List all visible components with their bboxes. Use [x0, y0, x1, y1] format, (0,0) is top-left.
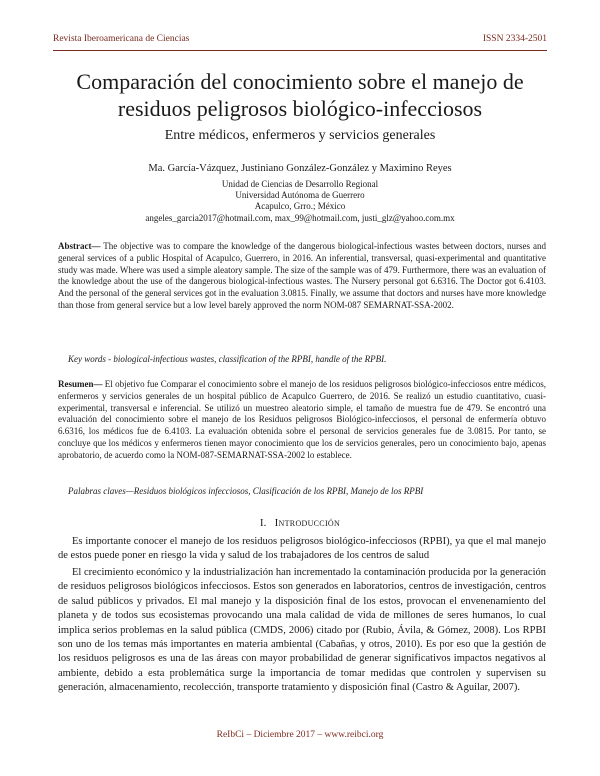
affiliation-line: Universidad Autónoma de Guerrero	[235, 190, 365, 201]
resumen-text: El objetivo fue Comparar el conocimiento sobre el manejo de los residuos peligrosos biológico-infecciosos entre médicos, enfermeros y servicios generales de un hospital público de Acapulco Guerrero, de 2016. Se realizó un estudio cuantitativo, cuasi-experimental, transversal e inferencial. Se utilizó un muestreo aleatorio simple, el tamaño de muestra fue de 479. Se encontró una evaluación del conocimiento sobre el manejo de los Residuos peligrosos Biológico-infecciosos, el personal de enfermería obtuvo 6.6316, los médicos fue de 6.4103. La evaluación obtenida sobre el personal de servicios generales fue de 3.0815. Por tanto, se concluye que los médicos y enfermeros tienen mayor conocimiento que los de servicios generales, pero un conocimiento bajo, apenas aprobatorio, de acuerdo como la NOM-087-SEMARNAT-SSA-2002 lo establece.	[58, 379, 546, 460]
paragraph-1: Es importante conocer el manejo de los residuos peligrosos biológico-infecciosos (RPBI), ya que el mal manejo de estos puede poner en riesgo la vida y salud de los trabajadores de los centros de salud	[58, 536, 546, 562]
abstract-label: Abstract—	[58, 241, 101, 251]
affiliation-line: Acapulco, Grro.; México	[254, 201, 346, 212]
running-header	[53, 34, 547, 48]
paper-title: Comparación del conocimiento sobre el manejo de residuos peligrosos biológico-infecciosos	[76, 69, 524, 121]
header-rule	[53, 50, 547, 51]
palabras-claves: Palabras claves—Residuos biológicos infecciosos, Clasificación de los RPBI, Manejo de los RPBI	[68, 486, 424, 496]
journal-name: Revista Iberoamericana de Ciencias	[53, 34, 190, 44]
authors: Ma. García-Vázquez, Justiniano González-González y Maximino Reyes	[148, 163, 452, 174]
author-emails: angeles_garcia2017@hotmail.com, max_99@hotmail.com, justi_glz@yahoo.com.mx	[145, 212, 455, 223]
paragraph-2: El crecimiento económico y la industrialización han incrementado la contaminación producida por la generación de residuos peligrosos biológicos infecciosos. Estos son generados en laboratorios, centros de investigación, centros de salud públicos y privados. El mal manejo y la disposición final de los estos, provocan el envenenamiento del planeta y de todos sus ecosistemas provocando una mala calidad de vida de millones de seres humanos, lo cual implica serios problemas en la salud pública (CMDS, 2006) citado por (Rubio, Ávila, & Gómez, 2008). Los RPBI son uno de los temas más importantes en materia ambiental (Cabañas, y otros, 2010). Es por eso que la gestión de los residuos peligrosos es una de las áreas con mayor probabilidad de generar significativos impactos negativos al ambiente, debido a esta problemática surge la importancia de tomar medidas que controlen y supervisen su generación, almacenamiento, recolección, transporte tratamiento y disposición final (Castro & Aguilar, 2007).	[58, 567, 546, 694]
resumen	[58, 379, 546, 462]
paper-subtitle: Entre médicos, enfermeros y servicios generales	[164, 128, 436, 143]
section-title: Introducción	[274, 517, 341, 529]
section-heading	[40, 516, 560, 530]
keywords: Key words - biological-infectious wastes, classification of the RPBI, handle of the RPBI.	[68, 354, 387, 364]
section-number: I.	[259, 517, 267, 529]
abstract-text: The objective was to compare the knowledge of the dangerous biological-infectious wastes between doctors, nurses and general services of a public Hospital of Acapulco, Guerrero, in 2016. An inferential, transversal, quasi-experimental and quantitative study was made. Where was used a simple aleatory sample. The size of the sample was of 479. Furthermore, there was an evaluation of the knowledge about the use of the dangerous biological-infectious wastes. The Nursery personal got 6.6316. The Doctor got 6.4103. And the personal of the general services got in the evaluation 3.0815. Finally, we assume that doctors and nurses have more knowledge than those from general service but a low level barely approved the norm NOM-087 SEMARNAT-SSA-2002.	[58, 241, 546, 310]
affiliation	[40, 179, 560, 224]
page-footer: ReIbCi – Diciembre 2017 – www.reibci.org	[216, 730, 384, 740]
abstract	[58, 241, 546, 312]
affiliation-line: Unidad de Ciencias de Desarrollo Regional	[221, 179, 379, 189]
resumen-label: Resumen—	[58, 379, 103, 389]
issn: ISSN 2334-2501	[482, 34, 547, 44]
